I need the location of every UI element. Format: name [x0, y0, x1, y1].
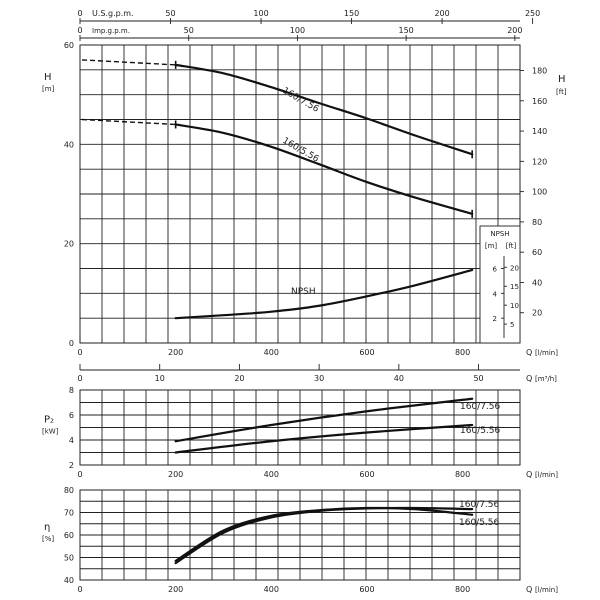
flow-m3h-tick-label: 30: [314, 374, 325, 383]
flow-m3h-label: Q: [526, 374, 533, 383]
power-y-unit: [kW]: [42, 427, 59, 436]
power-curve-label: 160/7.56: [460, 402, 501, 412]
flow-m3h-tick-label: 10: [154, 374, 165, 383]
head-ft-tick-label: 180: [532, 66, 548, 76]
power-y-label: P₂: [44, 414, 55, 426]
efficiency-y-label: η: [44, 522, 51, 533]
top-axis-tick-label: 150: [398, 26, 414, 35]
power-x-tick-label: 200: [168, 470, 184, 479]
power-x-tick-label: 800: [454, 470, 471, 479]
head-curve-label: 160/5.56: [280, 135, 321, 165]
efficiency-y-tick-label: 70: [63, 508, 74, 518]
top-axis-tick-label: 50: [183, 26, 194, 35]
head-y2-unit: [ft]: [556, 88, 567, 96]
head-ft-tick-label: 100: [532, 187, 548, 197]
power-x-unit: [l/min]: [535, 471, 558, 479]
top-axis-tick-label: 150: [343, 9, 360, 18]
head-x-tick-label: 200: [168, 348, 184, 357]
head-curve-label: 160/7.56: [280, 85, 321, 115]
power-x-tick-label: 400: [263, 470, 279, 479]
power-y-tick-label: 8: [68, 386, 74, 395]
npsh-inset-title: NPSH: [490, 230, 510, 238]
head-dashed-extension-160-5-56: [82, 120, 176, 125]
head-curve-npsh: [176, 270, 473, 318]
npsh-inset-m-tick-label: 2: [492, 315, 497, 324]
efficiency-x-tick-label: 0: [77, 585, 83, 594]
power-y-tick-label: 2: [68, 461, 74, 470]
head-ft-tick-label: 40: [532, 278, 543, 288]
efficiency-y-tick-label: 80: [63, 486, 74, 495]
head-x-tick-label: 0: [77, 348, 83, 357]
top-axis-tick-label: 0: [77, 9, 83, 18]
power-curve-160-5-56: [176, 425, 473, 453]
head-y-tick-label: 20: [63, 239, 74, 249]
top-axis-tick-label: 50: [165, 9, 176, 18]
efficiency-y-tick-label: 50: [63, 553, 74, 563]
top-axis-tick-label: 100: [253, 9, 269, 18]
top-axis-label: U.S.g.p.m.: [92, 9, 134, 18]
head-y-tick-label: 40: [63, 140, 74, 150]
efficiency-x-tick-label: 800: [454, 585, 471, 594]
top-axis-label: Imp.g.p.m.: [92, 27, 130, 35]
efficiency-x-unit: [l/min]: [535, 586, 558, 594]
head-y-label: H: [44, 72, 52, 83]
power-y-tick-label: 4: [68, 436, 74, 445]
head-y-tick-label: 0: [68, 339, 74, 348]
head-dashed-extension-160-7-56: [82, 60, 176, 65]
head-y-unit: [m]: [42, 85, 55, 93]
npsh-curve-label: NPSH: [291, 287, 316, 297]
npsh-inset-m-tick-label: 6: [492, 265, 497, 274]
head-x-label: Q: [526, 348, 533, 357]
npsh-inset-ft-tick-label: 5: [510, 321, 515, 330]
top-axis-tick-label: 0: [77, 26, 83, 35]
head-x-tick-label: 400: [263, 348, 279, 357]
efficiency-x-label: Q: [526, 585, 533, 594]
flow-m3h-unit: [m³/h]: [535, 375, 557, 383]
efficiency-y-tick-label: 60: [63, 531, 74, 540]
efficiency-x-tick-label: 400: [263, 585, 279, 594]
efficiency-y-tick-label: 40: [63, 576, 74, 585]
flow-m3h-tick-label: 40: [393, 374, 404, 383]
head-ft-tick-label: 20: [532, 308, 543, 318]
efficiency-y-unit: [%]: [42, 535, 55, 543]
efficiency-curve-label: 160/7.56: [459, 500, 500, 510]
power-x-tick-label: 0: [77, 470, 83, 479]
power-curve-160-7-56: [176, 399, 473, 442]
head-y2-label: H: [558, 74, 566, 85]
head-x-tick-label: 800: [454, 348, 471, 357]
power-curve-label: 160/5.56: [460, 426, 501, 436]
head-ft-tick-label: 60: [532, 248, 543, 258]
npsh-inset-ft-tick-label: 15: [510, 283, 519, 292]
npsh-inset-unit-ft: [ft]: [505, 242, 517, 250]
top-axis-tick-label: 200: [434, 9, 450, 18]
head-x-unit: [l/min]: [535, 349, 558, 357]
top-axis-tick-label: 200: [507, 26, 523, 35]
efficiency-x-tick-label: 600: [359, 585, 375, 594]
head-ft-tick-label: 120: [532, 157, 548, 167]
curves-layer: [82, 60, 472, 563]
top-axis-tick-label: 250: [524, 9, 541, 18]
power-x-tick-label: 600: [359, 470, 375, 479]
head-ft-tick-label: 140: [532, 127, 548, 137]
head-y-tick-label: 60: [63, 41, 74, 50]
head-ft-tick-label: 160: [532, 96, 548, 106]
efficiency-curve-label: 160/5.56: [459, 518, 500, 528]
npsh-inset-ft-tick-label: 20: [510, 264, 519, 273]
power-x-label: Q: [526, 470, 533, 479]
npsh-inset-unit-m: [m]: [484, 242, 498, 250]
power-y-tick-label: 6: [68, 411, 74, 420]
npsh-inset-m-tick-label: 4: [492, 290, 497, 299]
head-x-tick-label: 600: [359, 348, 375, 357]
top-axis-tick-label: 100: [289, 26, 306, 35]
efficiency-curve-160-7-56: [176, 508, 473, 563]
flow-m3h-tick-label: 0: [77, 374, 83, 383]
head-ft-tick-label: 80: [532, 217, 543, 227]
head-curve-160-7-56: [176, 65, 473, 154]
flow-m3h-tick-label: 20: [234, 374, 245, 383]
efficiency-x-tick-label: 200: [168, 585, 184, 594]
npsh-inset-ft-tick-label: 10: [510, 302, 519, 311]
flow-m3h-tick-label: 50: [473, 374, 484, 383]
